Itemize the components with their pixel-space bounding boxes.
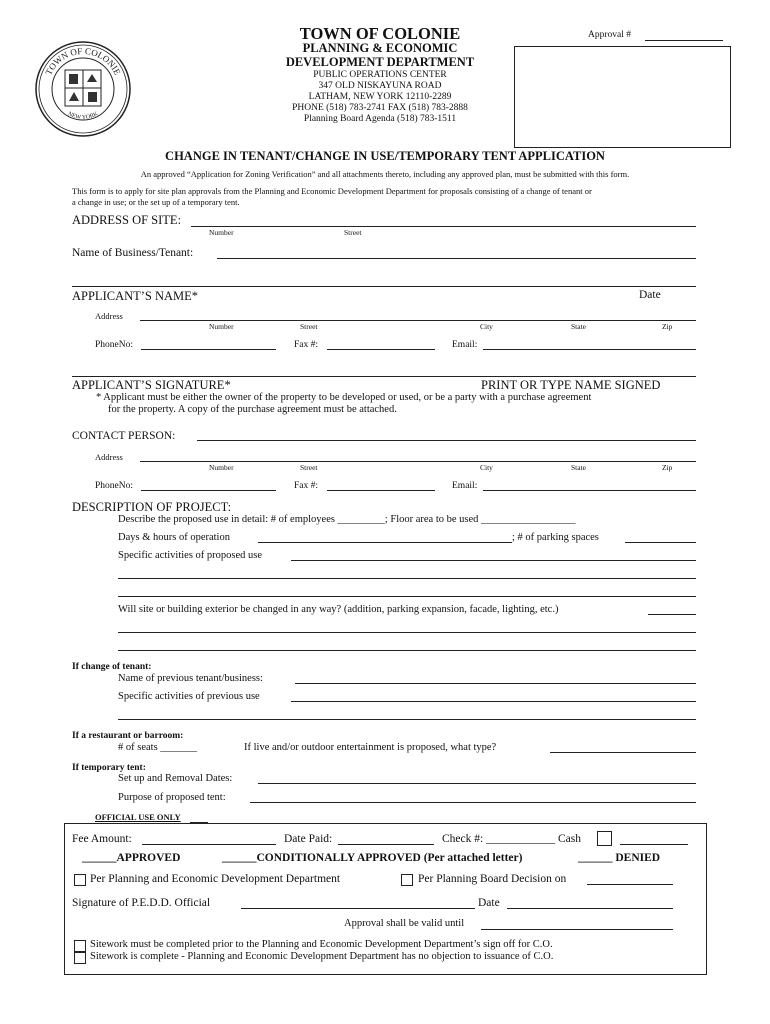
applicant-address-field[interactable] xyxy=(140,320,696,321)
intro-text-1: An approved “Application for Zoning Verification” and all attachments thereto, including any approved plan, must be submitted with this form. xyxy=(140,169,630,179)
proposed-activities-label: Specific activities of proposed use xyxy=(118,550,263,561)
per-board-label: Per Planning Board Decision on xyxy=(418,873,567,885)
exterior-change-line-3[interactable] xyxy=(118,650,696,651)
temporary-tent-heading: If temporary tent: xyxy=(72,763,146,773)
proposed-use-detail-line[interactable]: Describe the proposed use in detail: # of employees _________; Floor area to be used __________________ xyxy=(118,514,576,525)
previous-tenant-label: Name of previous tenant/business: xyxy=(118,673,263,684)
number-of-seats-field[interactable]: # of seats _______ xyxy=(118,742,198,753)
contact-person-label: CONTACT PERSON: xyxy=(72,430,176,442)
exterior-change-line-2[interactable] xyxy=(118,632,696,633)
contact-city-caption: City xyxy=(480,463,493,472)
project-description-label: DESCRIPTION OF PROJECT: xyxy=(72,500,232,514)
board-decision-date-field[interactable] xyxy=(587,884,673,885)
intro-text-2a: This form is to apply for site plan approvals from the Planning and Economic Development Department for proposals consisting of a change of tenant or xyxy=(72,186,592,196)
applicant-state-caption: State xyxy=(571,322,586,331)
seal-text-top: TOWN OF COLONIE xyxy=(43,45,123,77)
sitework-pending-checkbox[interactable] xyxy=(74,940,86,952)
days-hours-field[interactable] xyxy=(258,542,512,543)
tent-dates-field[interactable] xyxy=(258,783,696,784)
applicant-fax-label: Fax #: xyxy=(294,340,319,350)
official-use-heading: OFFICIAL USE ONLY xyxy=(95,812,181,822)
form-title: CHANGE IN TENANT/CHANGE IN USE/TEMPORARY TENT APPLICATION xyxy=(165,149,605,163)
sitework-complete-checkbox[interactable] xyxy=(74,952,86,964)
fee-amount-field[interactable] xyxy=(142,844,276,845)
applicant-name-label: APPLICANT’S NAME* xyxy=(72,289,199,303)
town-name: TOWN OF COLONIE xyxy=(299,24,461,43)
site-address-label: ADDRESS OF SITE: xyxy=(72,213,182,227)
tent-purpose-field[interactable] xyxy=(250,802,696,803)
contact-number-caption: Number xyxy=(209,463,234,472)
entertainment-label: If live and/or outdoor entertainment is proposed, what type? xyxy=(244,742,497,753)
exterior-change-label: Will site or building exterior be changed in any way? (addition, parking expansion, facade, lighting, etc.) xyxy=(118,604,559,615)
sitework-complete-label: Sitework is complete - Planning and Economic Development Department has no objection to issuance of C.O. xyxy=(90,951,554,962)
check-number-field[interactable]: Check #: ____________ Cash xyxy=(442,833,581,845)
cash-amount-field[interactable] xyxy=(620,844,688,845)
site-address-field[interactable] xyxy=(191,226,696,227)
contact-fax-field[interactable] xyxy=(327,490,435,491)
previous-activities-field[interactable] xyxy=(291,701,696,702)
previous-tenant-field[interactable] xyxy=(295,683,696,684)
applicant-note-2: for the property. A copy of the purchase agreement must be attached. xyxy=(108,404,397,415)
applicant-signature-field[interactable] xyxy=(72,376,696,377)
site-street-caption: Street xyxy=(344,228,362,237)
contact-street-caption: Street xyxy=(300,463,318,472)
per-ped-checkbox[interactable] xyxy=(74,874,86,886)
proposed-activities-line-2[interactable] xyxy=(118,578,696,579)
contact-address-label: Address xyxy=(95,452,123,462)
phone-line: PHONE (518) 783-2741 FAX (518) 783-2888 xyxy=(292,103,468,113)
applicant-number-caption: Number xyxy=(209,322,234,331)
contact-phone-field[interactable] xyxy=(141,490,276,491)
contact-address-field[interactable] xyxy=(140,461,696,462)
applicant-fax-field[interactable] xyxy=(327,349,435,350)
applicant-city-caption: City xyxy=(480,322,493,331)
previous-activities-label: Specific activities of previous use xyxy=(118,691,260,702)
exterior-change-field[interactable] xyxy=(648,614,696,615)
applicant-note-1: * Applicant must be either the owner of the property to be developed or used, or be a party with a purchase agreement xyxy=(96,392,592,403)
contact-person-field[interactable] xyxy=(197,440,696,441)
business-name-label: Name of Business/Tenant: xyxy=(72,247,194,259)
official-signature-field[interactable] xyxy=(241,908,475,909)
intro-text-2b: a change in use; or the set up of a temporary tent. xyxy=(72,197,240,207)
applicant-email-label: Email: xyxy=(452,340,478,350)
official-signature-label: Signature of P.E.D.D. Official xyxy=(72,897,211,909)
approved-option[interactable]: ______APPROVED xyxy=(82,852,181,864)
sitework-pending-label: Sitework must be completed prior to the Planning and Economic Development Department’s sign off for C.O. xyxy=(90,939,553,950)
change-of-tenant-heading: If change of tenant: xyxy=(72,662,152,672)
restaurant-heading: If a restaurant or barroom: xyxy=(72,731,184,741)
previous-activities-line-2[interactable] xyxy=(118,719,696,720)
address-line-3: LATHAM, NEW YORK 12110-2289 xyxy=(308,92,452,102)
parking-spaces-field[interactable] xyxy=(625,542,696,543)
approval-label: Approval # xyxy=(588,30,632,40)
svg-text:NEW YORK xyxy=(67,111,100,121)
applicant-phone-field[interactable] xyxy=(141,349,276,350)
cash-checkbox[interactable] xyxy=(597,831,612,846)
dept-line-1: PLANNING & ECONOMIC xyxy=(302,41,458,55)
tent-purpose-label: Purpose of proposed tent: xyxy=(118,792,226,803)
applicant-signature-label: APPLICANT’S SIGNATURE* xyxy=(72,378,231,392)
applicant-date-label: Date xyxy=(639,289,661,301)
per-ped-label: Per Planning and Economic Development Department xyxy=(90,873,341,885)
official-date-field[interactable] xyxy=(507,908,673,909)
applicant-zip-caption: Zip xyxy=(662,322,673,331)
contact-email-field[interactable] xyxy=(483,490,696,491)
approval-stamp-box xyxy=(514,46,731,148)
applicant-street-caption: Street xyxy=(300,322,318,331)
contact-phone-label: PhoneNo: xyxy=(95,481,133,491)
business-name-extra-line[interactable] xyxy=(72,286,696,287)
applicant-email-field[interactable] xyxy=(483,349,696,350)
valid-until-field[interactable] xyxy=(481,929,673,930)
proposed-activities-line-3[interactable] xyxy=(118,596,696,597)
parking-spaces-label: ; # of parking spaces xyxy=(512,532,599,543)
entertainment-field[interactable] xyxy=(550,752,696,753)
date-paid-label: Date Paid: xyxy=(284,833,333,845)
tent-dates-label: Set up and Removal Dates: xyxy=(118,773,233,784)
address-line-2: 347 OLD NISKAYUNA ROAD xyxy=(318,81,442,91)
contact-state-caption: State xyxy=(571,463,586,472)
agenda-line: Planning Board Agenda (518) 783-1511 xyxy=(303,114,457,124)
contact-zip-caption: Zip xyxy=(662,463,673,472)
conditionally-approved-option[interactable]: ______CONDITIONALLY APPROVED (Per attached letter) xyxy=(222,852,523,864)
fee-amount-label: Fee Amount: xyxy=(72,833,132,845)
valid-until-label: Approval shall be valid until xyxy=(344,918,465,929)
proposed-activities-field[interactable] xyxy=(291,560,696,561)
applicant-address-label: Address xyxy=(95,311,123,321)
seal-text-bottom: NEW YORK xyxy=(66,111,100,121)
date-paid-field[interactable] xyxy=(338,844,434,845)
official-date-label: Date xyxy=(478,897,500,909)
site-number-caption: Number xyxy=(209,228,234,237)
days-hours-label: Days & hours of operation xyxy=(118,532,230,543)
denied-option[interactable]: ______ DENIED xyxy=(578,852,661,864)
applicant-phone-label: PhoneNo: xyxy=(95,340,133,350)
contact-fax-label: Fax #: xyxy=(294,481,319,491)
business-name-field[interactable] xyxy=(217,258,696,259)
dept-line-2: DEVELOPMENT DEPARTMENT xyxy=(285,55,475,69)
print-name-label: PRINT OR TYPE NAME SIGNED xyxy=(481,378,661,392)
town-seal xyxy=(34,40,132,138)
approval-number-field[interactable] xyxy=(645,40,723,41)
contact-email-label: Email: xyxy=(452,481,478,491)
per-board-checkbox[interactable] xyxy=(401,874,413,886)
address-line-1: PUBLIC OPERATIONS CENTER xyxy=(313,70,447,80)
